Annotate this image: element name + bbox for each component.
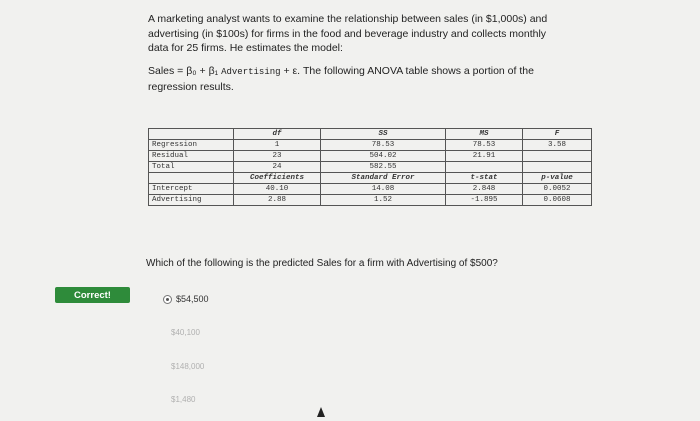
row-label: Regression: [149, 140, 234, 151]
anova-header-blank: [149, 129, 234, 140]
anova-row-residual: [149, 151, 592, 162]
option-label: $148,000: [171, 362, 205, 371]
answer-option-3[interactable]: [171, 362, 204, 371]
question-prompt: Which of the following is the predicted Sales for a firm with Advertising of $500?: [146, 258, 498, 269]
answer-option-2[interactable]: [171, 328, 200, 337]
coef-header-coefficients: Coefficients: [234, 173, 321, 184]
anova-header-row: [149, 129, 592, 140]
coef-header-blank: [149, 173, 234, 184]
anova-header-ms: MS: [446, 129, 523, 140]
anova-header-ss: SS: [321, 129, 446, 140]
cell-se: 14.08: [321, 184, 446, 195]
cell-ss: 504.02: [321, 151, 446, 162]
answer-option-1[interactable]: [163, 294, 209, 304]
row-label: Residual: [149, 151, 234, 162]
cell-t: 2.848: [446, 184, 523, 195]
cell-df: 24: [234, 162, 321, 173]
anova-header-df: df: [234, 129, 321, 140]
row-label: Total: [149, 162, 234, 173]
answer-option-4[interactable]: [171, 395, 195, 404]
cell-ms: 78.53: [446, 140, 523, 151]
cell-df: 1: [234, 140, 321, 151]
anova-header-f: F: [523, 129, 592, 140]
cell-f: [523, 151, 592, 162]
model-prefix: Sales = β₀ + β₁: [148, 65, 222, 77]
coef-header-p-value: p-value: [523, 173, 592, 184]
question-intro: A marketing analyst wants to examine the relationship between sales (in $1,000s) and advertising (in $100s) for firms in the food and beverage industry and collects monthly data for 25 firms. He estimates the model:: [148, 13, 548, 54]
cell-coef: 40.10: [234, 184, 321, 195]
cell-coef: 2.88: [234, 195, 321, 206]
coef-header-std-error: Standard Error: [321, 173, 446, 184]
row-label: Intercept: [149, 184, 234, 195]
coef-header-row: [149, 173, 592, 184]
coef-header-t-stat: t-stat: [446, 173, 523, 184]
cell-f: [523, 162, 592, 173]
cell-f: 3.58: [523, 140, 592, 151]
cell-p: 0.0052: [523, 184, 592, 195]
anova-row-regression: [149, 140, 592, 151]
cell-ms: 21.91: [446, 151, 523, 162]
coef-row-intercept: [149, 184, 592, 195]
cell-ms: [446, 162, 523, 173]
model-suffix: + ε. The following ANOVA table shows a portion of the regression results.: [148, 65, 534, 93]
cell-t: -1.895: [446, 195, 523, 206]
anova-table: [148, 128, 592, 206]
anova-row-total: [149, 162, 592, 173]
cell-se: 1.52: [321, 195, 446, 206]
cell-p: 0.0608: [523, 195, 592, 206]
option-label: $40,100: [171, 328, 200, 337]
row-label: Advertising: [149, 195, 234, 206]
model-variable: Advertising: [221, 67, 281, 77]
cell-ss: 582.55: [321, 162, 446, 173]
mouse-cursor-icon: [317, 407, 325, 417]
model-statement: [148, 64, 558, 94]
coef-row-advertising: [149, 195, 592, 206]
cell-ss: 78.53: [321, 140, 446, 151]
option-label: $1,480: [171, 395, 196, 404]
cell-df: 23: [234, 151, 321, 162]
option-label: $54,500: [176, 294, 209, 304]
correct-badge: Correct!: [55, 287, 130, 303]
radio-selected-icon[interactable]: [163, 295, 172, 304]
